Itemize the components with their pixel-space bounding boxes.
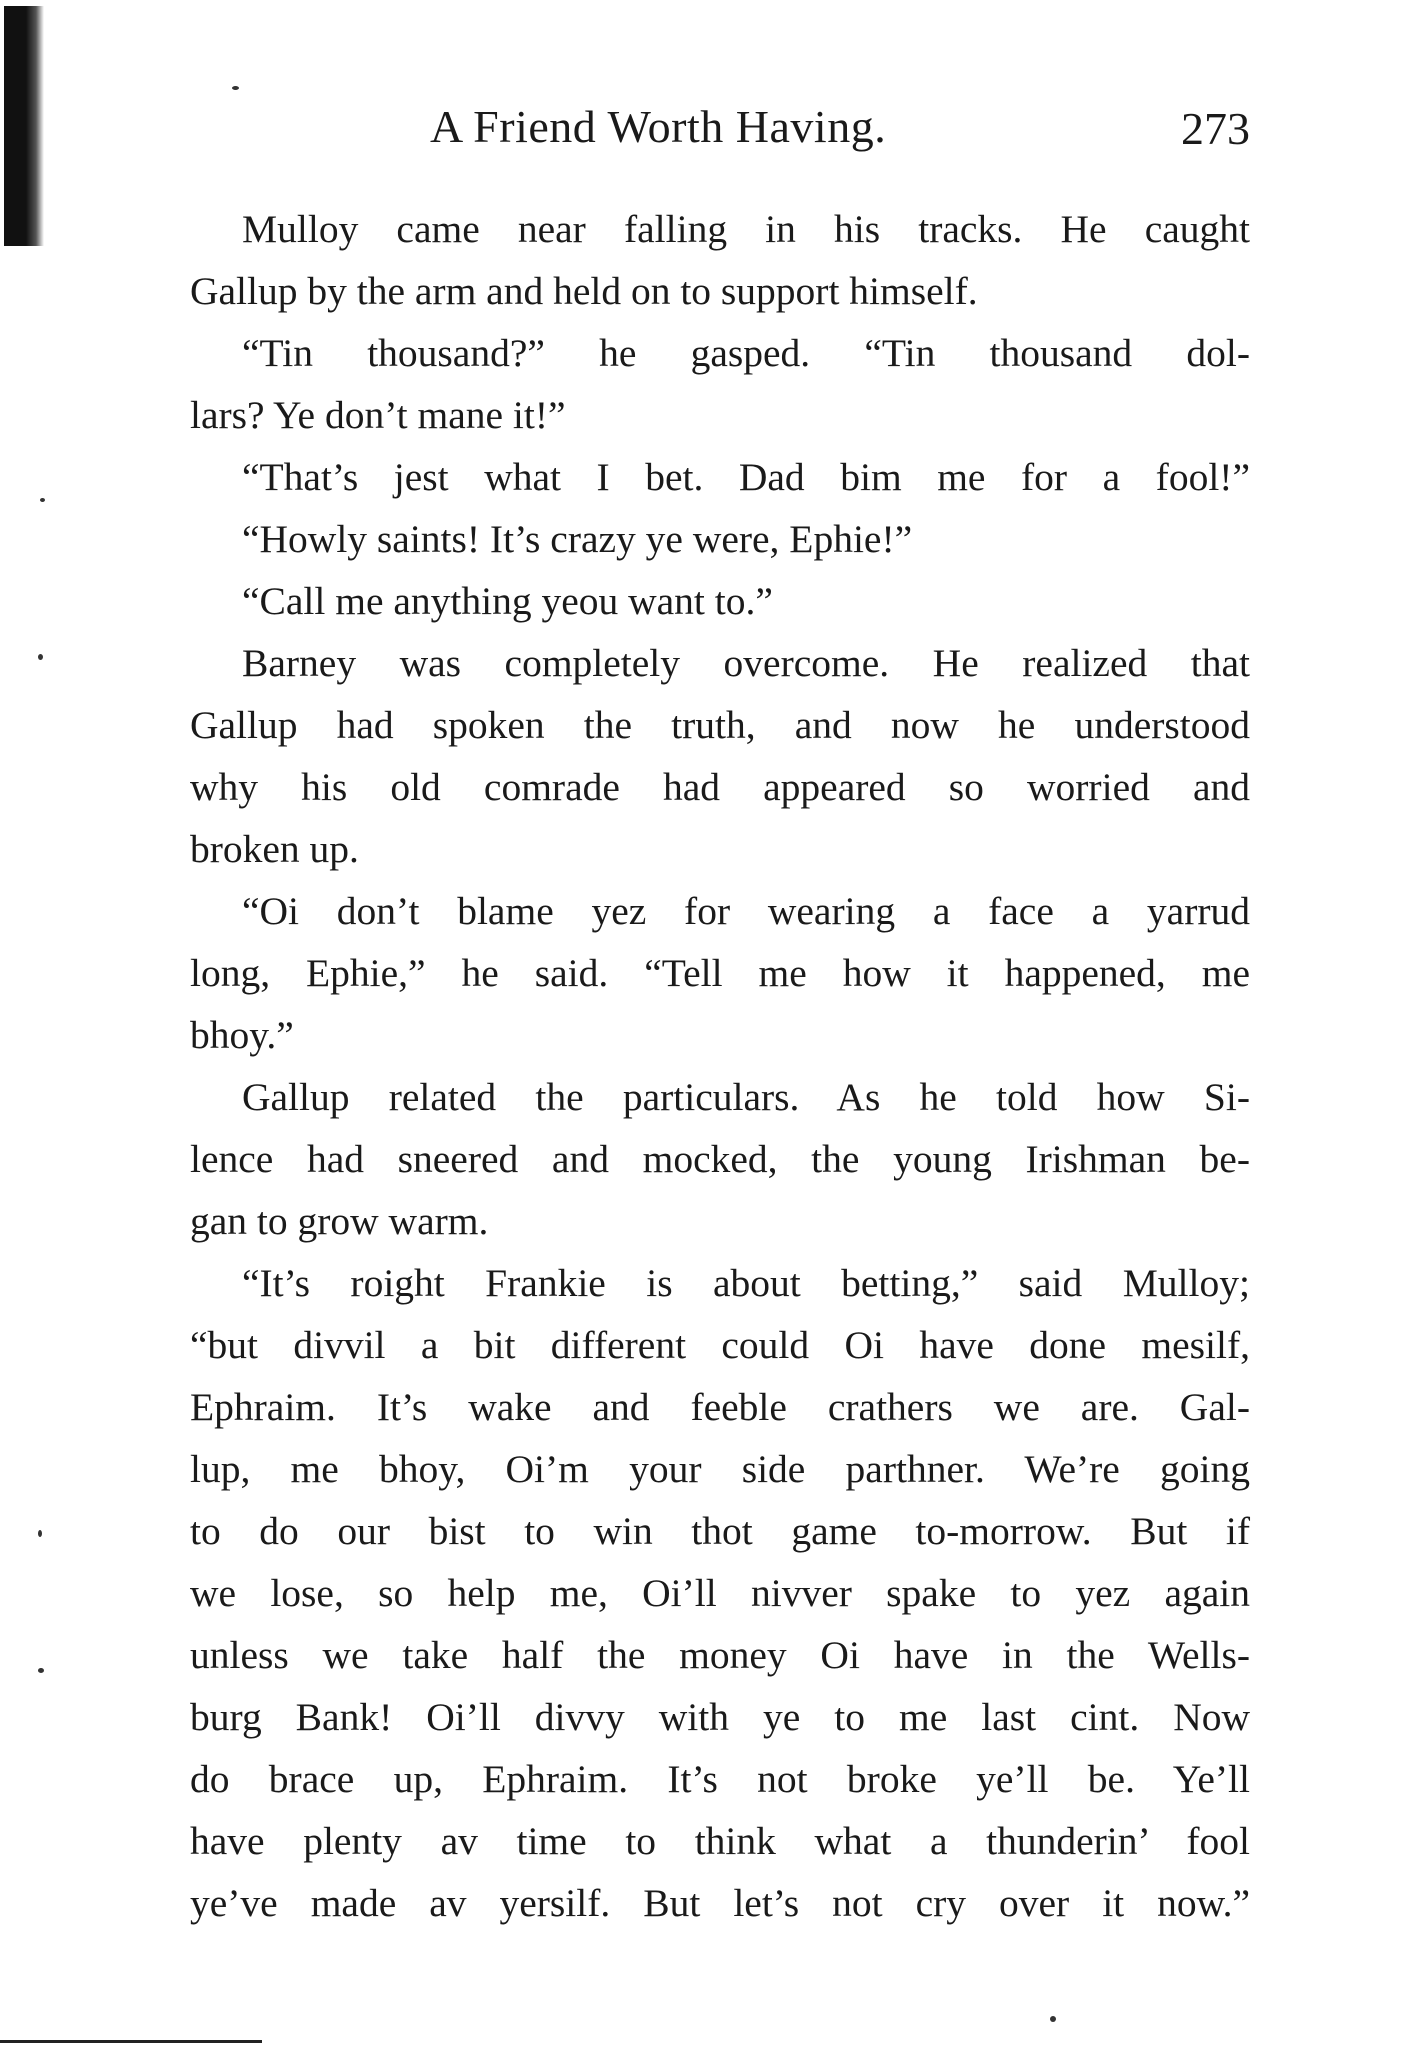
page-header	[430, 100, 1250, 160]
text-line: lup, me bhoy, Oi’m your side parthner. We’re going	[190, 1447, 1250, 1491]
text-line: broken up.	[190, 827, 359, 871]
text-line: why his old comrade had appeared so worried and	[190, 765, 1250, 809]
text-line: lence had sneered and mocked, the young Irishman be-	[190, 1137, 1250, 1181]
text-line: “Oi don’t blame yez for wearing a face a yarrud	[242, 889, 1250, 933]
text-line: Gallup related the particulars. As he told how Si-	[242, 1075, 1250, 1119]
text-line: long, Ephie,” he said. “Tell me how it happened, me	[190, 951, 1250, 995]
text-line: ye’ve made av yersilf. But let’s not cry over it now.”	[190, 1881, 1250, 1925]
text-line: bhoy.”	[190, 1013, 294, 1057]
text-line: we lose, so help me, Oi’ll nivver spake to yez again	[190, 1571, 1250, 1615]
text-line: “but divvil a bit different could Oi have done mesilf,	[190, 1323, 1250, 1367]
text-line: Gallup by the arm and held on to support himself.	[190, 269, 978, 313]
text-line: “It’s roight Frankie is about betting,” said Mulloy;	[242, 1261, 1250, 1305]
text-line: “That’s jest what I bet. Dad bim me for a fool!”	[242, 455, 1250, 499]
text-line: “Call me anything yeou want to.”	[242, 579, 773, 623]
text-line: Barney was completely overcome. He realized that	[242, 641, 1250, 685]
text-line: to do our bist to win thot game to-morrow. But if	[190, 1509, 1250, 1553]
scan-speck	[38, 1668, 44, 1673]
scan-speck	[40, 498, 45, 502]
body-text	[190, 198, 1250, 1934]
page-number: 273	[1181, 103, 1250, 154]
scan-speck	[38, 654, 43, 660]
scan-speck	[1050, 2016, 1056, 2022]
running-title: A Friend Worth Having.	[430, 101, 887, 152]
text-line: have plenty av time to think what a thunderin’ fool	[190, 1819, 1250, 1863]
text-line: Mulloy came near falling in his tracks. He caught	[242, 207, 1250, 251]
scan-speck	[232, 86, 239, 90]
text-line: Ephraim. It’s wake and feeble crathers we are. Gal-	[190, 1385, 1250, 1429]
text-line: “Tin thousand?” he gasped. “Tin thousand dol-	[242, 331, 1250, 375]
text-line: do brace up, Ephraim. It’s not broke ye’ll be. Ye’ll	[190, 1757, 1250, 1801]
text-line: burg Bank! Oi’ll divvy with ye to me last cint. Now	[190, 1695, 1250, 1739]
text-line: Gallup had spoken the truth, and now he understood	[190, 703, 1250, 747]
text-line: gan to grow warm.	[190, 1199, 489, 1243]
scan-edge-shadow	[4, 6, 44, 246]
text-line: lars? Ye don’t mane it!”	[190, 393, 566, 437]
scan-bottom-rule	[0, 2040, 262, 2043]
text-line: unless we take half the money Oi have in the Wells-	[190, 1633, 1250, 1677]
scan-speck	[38, 1530, 42, 1537]
text-line: “Howly saints! It’s crazy ye were, Ephie!”	[242, 517, 913, 561]
